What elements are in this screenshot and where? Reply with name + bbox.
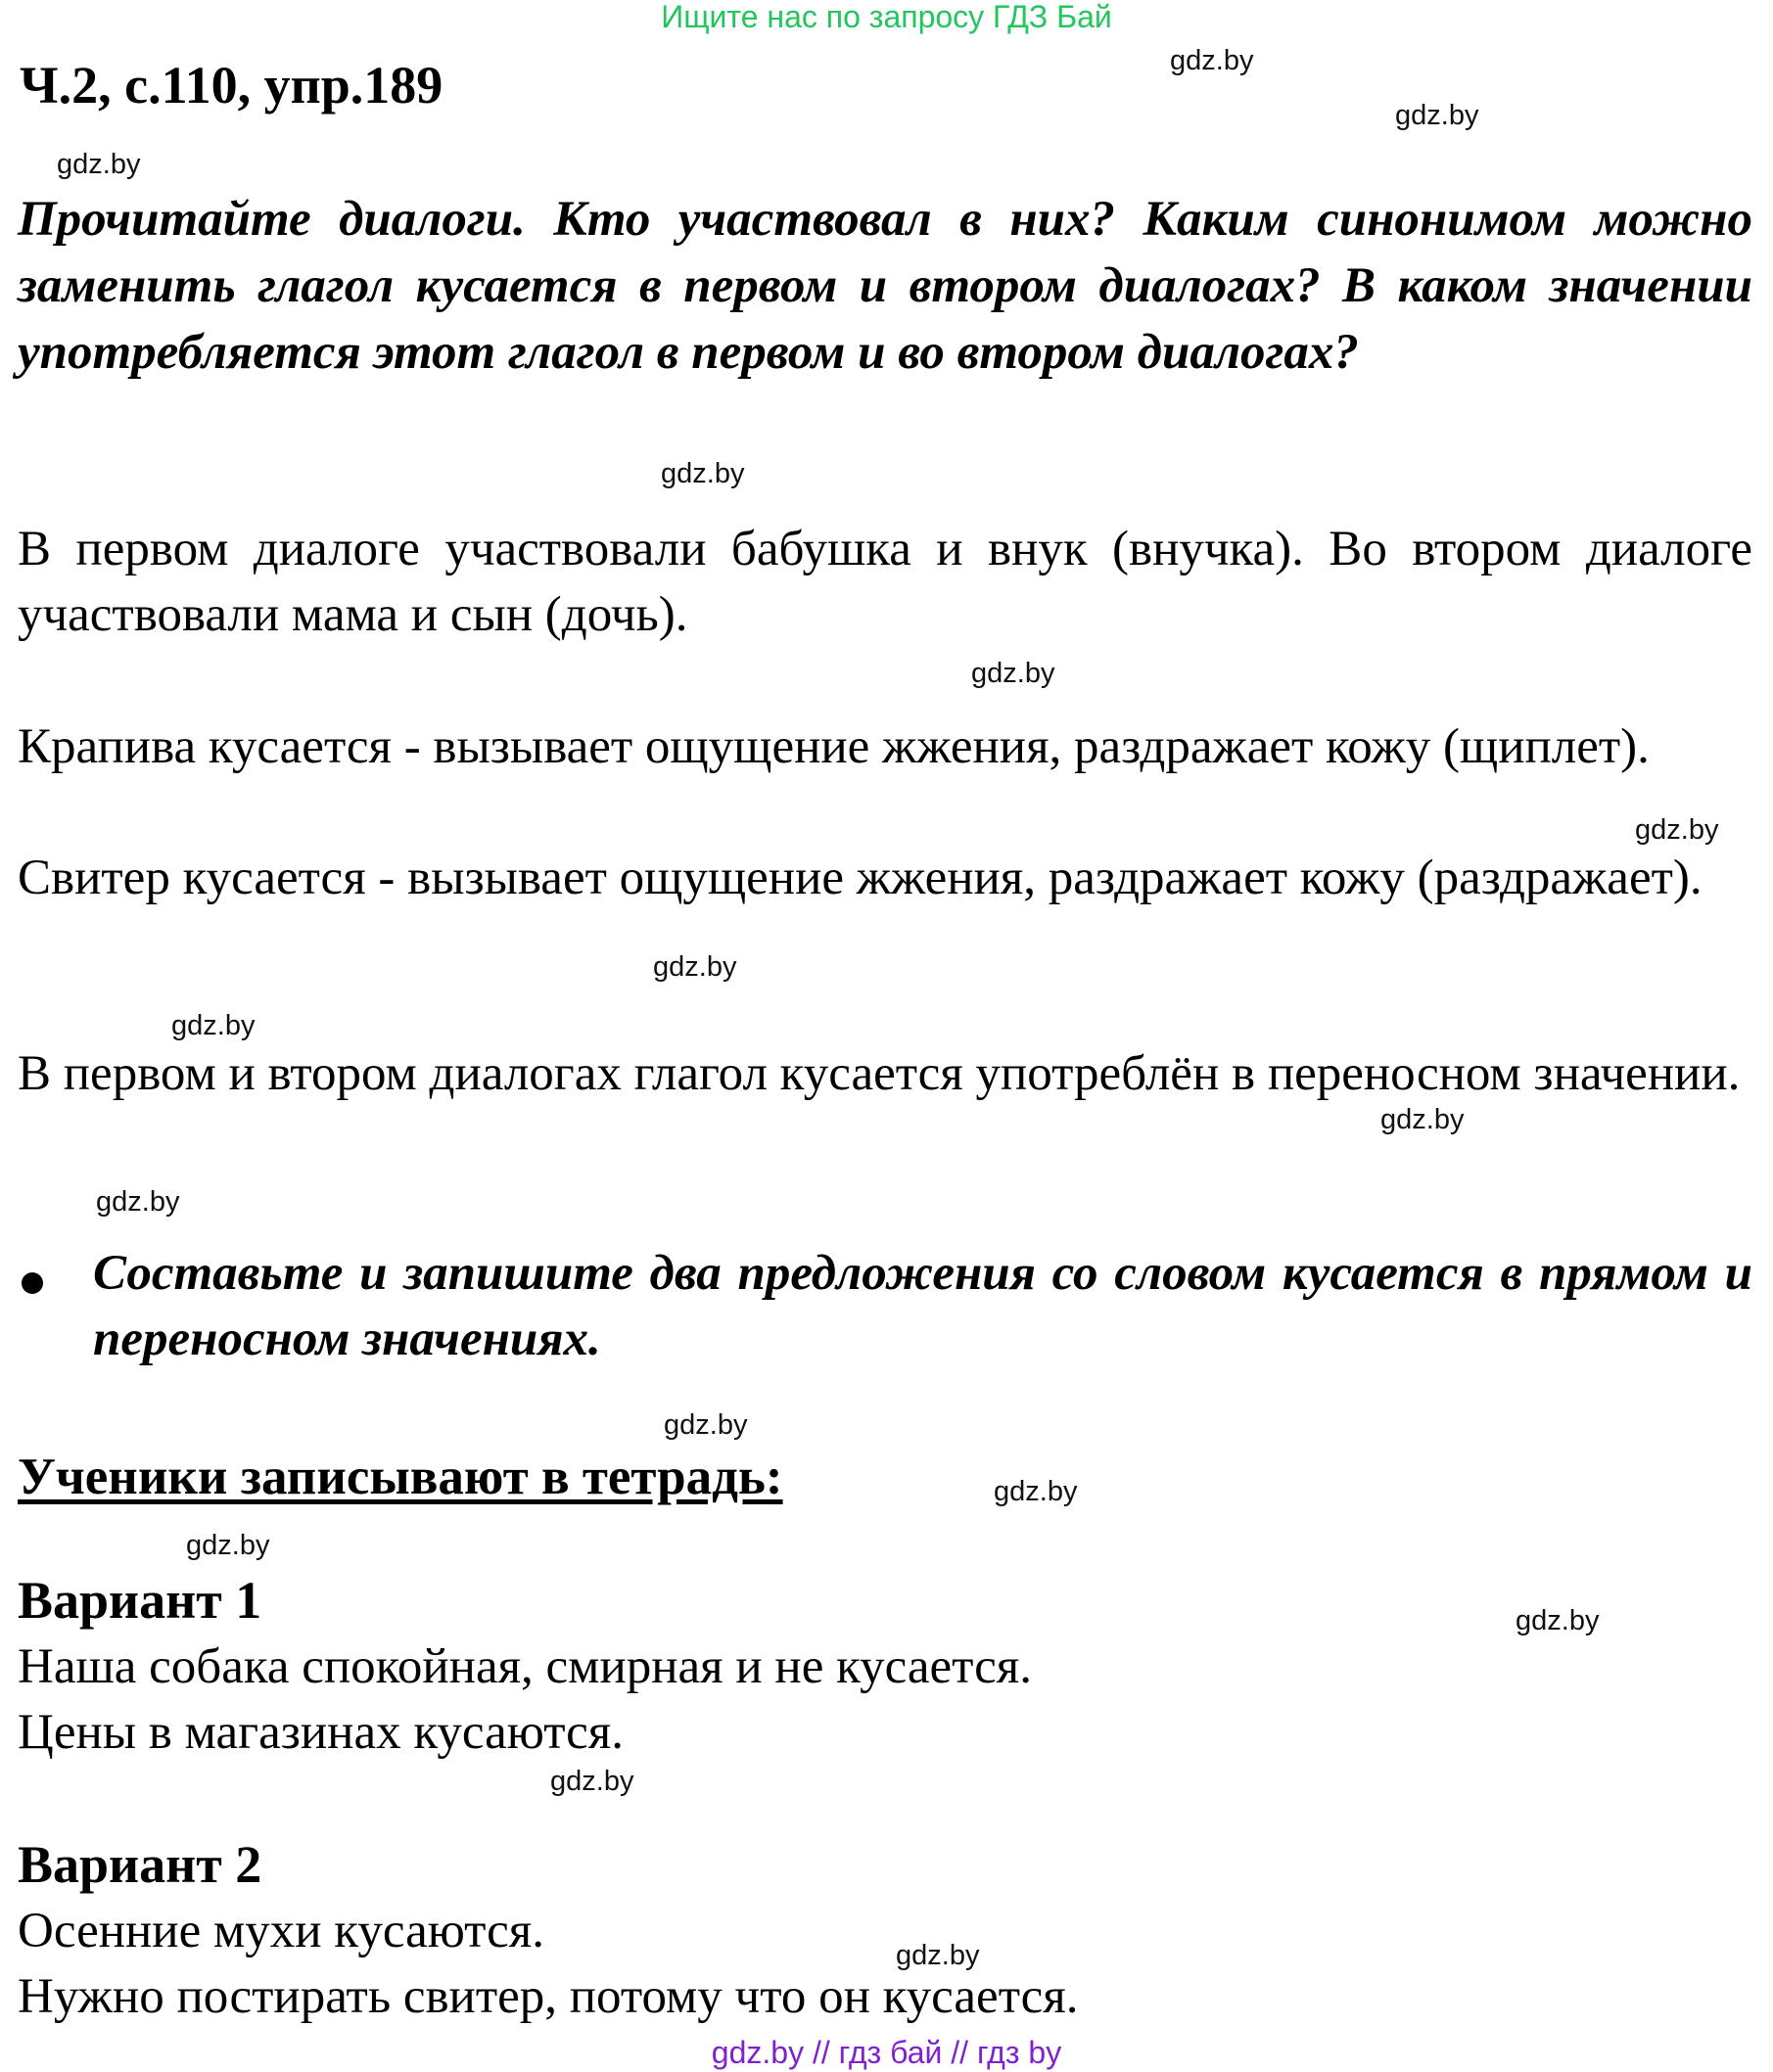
watermark: gdz.by [1170, 45, 1254, 76]
watermark: gdz.by [653, 951, 737, 983]
notebook-heading: Ученики записывают в тетрадь: [18, 1449, 783, 1505]
variant-1-sentence-1: Наша собака спокойная, смирная и не кусается. [18, 1639, 1032, 1694]
watermark: gdz.by [661, 458, 745, 489]
page-title: Ч.2, с.110, упр.189 [20, 56, 443, 115]
answer-nettle: Крапива кусается - вызывает ощущение жжения, раздражает кожу (щиплет). [18, 719, 1650, 774]
answer-sweater: Свитер кусается - вызывает ощущение жжения, раздражает кожу (раздражает). [18, 851, 1703, 905]
bullet-marker [22, 1272, 43, 1294]
top-banner: Ищите нас по запросу ГДЗ Бай [661, 0, 1112, 34]
watermark: gdz.by [1516, 1605, 1600, 1636]
watermark: gdz.by [550, 1766, 634, 1797]
bullet-task: Составьте и запишите два предложения со словом кусается в прямом и переносном значениях. [93, 1246, 1752, 1366]
variant-2-sentence-2: Нужно постирать свитер, потому что он кусается. [18, 1969, 1079, 2024]
variant-1-title: Вариант 1 [18, 1571, 262, 1630]
watermark: gdz.by [664, 1409, 748, 1441]
footer-watermark: gdz.by // гдз бай // гдз by [711, 2035, 1062, 2070]
variant-2-title: Вариант 2 [18, 1835, 262, 1894]
watermark: gdz.by [896, 1940, 980, 1971]
watermark: gdz.by [971, 658, 1055, 689]
watermark: gdz.by [1395, 100, 1479, 131]
variant-1-sentence-2: Цены в магазинах кусаются. [18, 1705, 624, 1760]
answer-figurative: В первом и втором диалогах глагол кусается употреблён в переносном значении. [18, 1046, 1741, 1101]
variant-2-sentence-1: Осенние мухи кусаются. [18, 1904, 544, 1958]
watermark: gdz.by [1380, 1104, 1465, 1135]
watermark: gdz.by [1635, 814, 1719, 846]
watermark: gdz.by [96, 1186, 180, 1218]
answer-participants: В первом диалоге участвовали бабушка и внук (внучка). Во втором диалоге участвовали мама и сын (дочь). [18, 522, 1752, 642]
watermark: gdz.by [171, 1010, 256, 1041]
task-text: Прочитайте диалоги. Кто участвовал в них? Каким синонимом можно заменить глагол кусается в первом и втором диалогах? В каком значении употребляется этот глагол в первом и во втором диалогах? [18, 192, 1752, 380]
watermark: gdz.by [994, 1476, 1078, 1507]
watermark: gdz.by [186, 1530, 270, 1561]
watermark: gdz.by [57, 149, 141, 180]
